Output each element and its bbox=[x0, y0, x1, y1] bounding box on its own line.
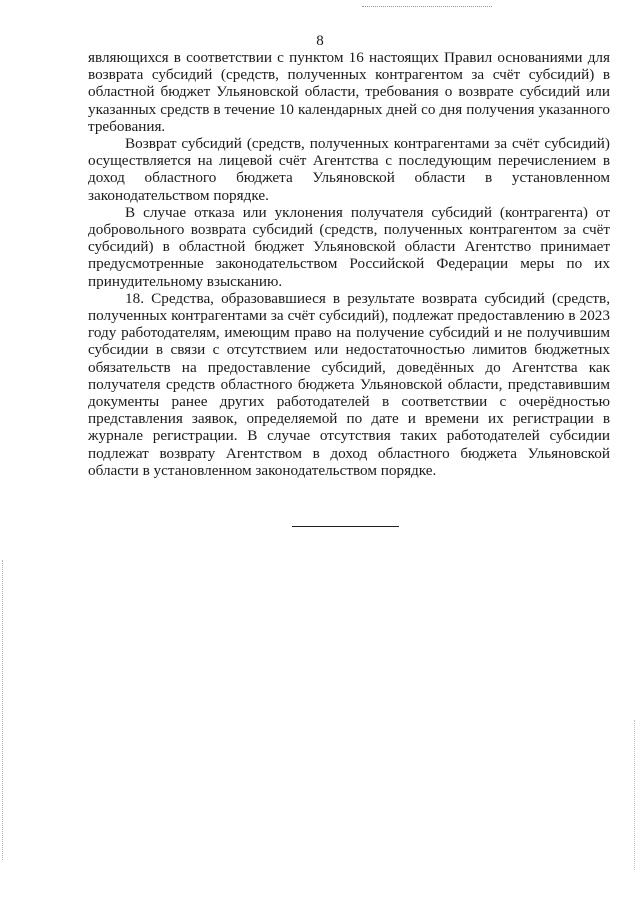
paragraph-return-procedure: Возврат субсидий (средств, полученных контрагентами за счёт субсидий) осуществляется на лицевой счёт Агентства с последующим перечислением в доход областного бюджета Ульяновской области в установленном законодательством порядке. bbox=[88, 135, 610, 204]
paragraph-item-18: 18. Средства, образовавшиеся в результате возврата субсидий (средств, полученных контрагентами за счёт субсидий), подлежат предоставлению в 2023 году работодателям, имеющим право на получение субсидий и не получившим субсидии в связи с отсутствием или недостаточностью лимитов бюджетных обязательств на предоставление субсидий, доведённых до Агентства как получателя средств областного бюджета Ульяновской области, представившим документы ранее других работодателей в соответствии с очерёдностью представления заявок, определяемой по дате и времени их регистрации в журнале регистрации. В случае отсутствия таких работодателей субсидии подлежат возврату Агентством в доход областного бюджета Ульяновской области в установленном законодательством порядке. bbox=[88, 289, 610, 479]
paragraph-refusal: В случае отказа или уклонения получателя субсидий (контрагента) от добровольного возврата субсидий (средств, полученных контрагентом за счёт субсидий) в областной бюджет Ульяновской области Агентство принимает предусмотренные законодательством Российской Федерации меры по их принудительному взысканию. bbox=[88, 203, 610, 290]
document-body bbox=[88, 49, 610, 479]
closing-rule bbox=[292, 526, 399, 527]
scan-artifact-left bbox=[2, 560, 9, 860]
page-number: 8 bbox=[316, 33, 324, 49]
scan-artifact-right bbox=[630, 720, 635, 870]
paragraph-continuation: являющихся в соответствии с пунктом 16 настоящих Правил основаниями для возврата субсидий (средств, полученных контрагентом за счёт субсидий) в областной бюджет Ульяновской области, требования о возврате субсидий или указанных средств в течение 10 календарных дней со дня получения указанного требования. bbox=[88, 49, 610, 135]
scan-artifact-top bbox=[362, 6, 492, 13]
